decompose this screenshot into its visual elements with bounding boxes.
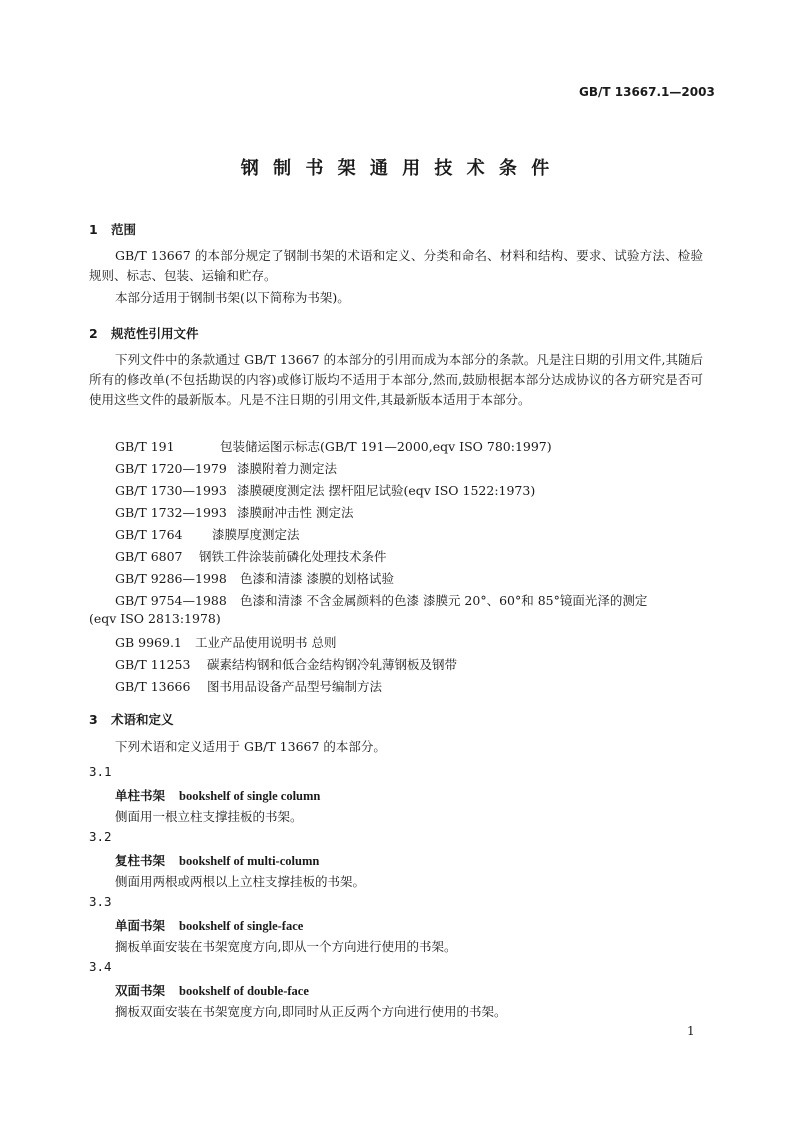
terms-intro-paragraph: 下列术语和定义适用于 GB/T 13667 的本部分。 bbox=[115, 739, 386, 754]
reference-code: GB/T 191 bbox=[115, 439, 175, 454]
reference-code: GB/T 11253 bbox=[115, 657, 191, 672]
term-heading bbox=[115, 851, 319, 869]
section-number: 2 bbox=[89, 326, 98, 341]
reference-code: GB/T 6807 bbox=[115, 549, 183, 564]
reference-title: 漆膜硬度测定法 摆杆阻尼试验(eqv ISO 1522:1973) bbox=[237, 483, 536, 498]
term-chinese: 复柱书架 bbox=[115, 853, 166, 868]
clause-number: 3.4 bbox=[89, 959, 112, 974]
reference-title: 图书用品设备产品型号编制方法 bbox=[207, 679, 383, 694]
section-heading-normative-references bbox=[89, 324, 199, 342]
scope-paragraph-2: 本部分适用于钢制书架(以下简称为书架)。 bbox=[115, 290, 350, 305]
reference-code: GB/T 1732—1993 bbox=[115, 505, 227, 520]
term-chinese: 双面书架 bbox=[115, 983, 166, 998]
section-number: 1 bbox=[89, 222, 98, 237]
reference-item bbox=[115, 633, 336, 651]
reference-item bbox=[115, 547, 387, 565]
section-title: 规范性引用文件 bbox=[111, 326, 199, 341]
term-heading bbox=[115, 786, 320, 804]
reference-title: 漆膜厚度测定法 bbox=[212, 527, 300, 542]
clause-number: 3.2 bbox=[89, 829, 112, 844]
term-definition: 搁板单面安装在书架宽度方向,即从一个方向进行使用的书架。 bbox=[115, 939, 457, 954]
term-definition: 侧面用一根立柱支撑挂板的书架。 bbox=[115, 809, 303, 824]
reference-title: 色漆和清漆 不含金属颜料的色漆 漆膜元 20°、60°和 85°镜面光泽的测定 bbox=[240, 593, 648, 608]
clause-number: 3.3 bbox=[89, 894, 112, 909]
reference-title: 漆膜附着力测定法 bbox=[237, 461, 338, 476]
reference-code: GB/T 1730—1993 bbox=[115, 483, 227, 498]
reference-code: GB/T 1764 bbox=[115, 527, 183, 542]
term-english: bookshelf of double-face bbox=[179, 984, 309, 998]
reference-item bbox=[115, 459, 337, 477]
reference-item bbox=[115, 503, 353, 521]
document-code: GB/T 13667.1—2003 bbox=[579, 85, 715, 99]
reference-item bbox=[115, 655, 457, 673]
reference-title: 钢铁工件涂装前磷化处理技术条件 bbox=[199, 549, 387, 564]
scope-paragraph-1: GB/T 13667 的本部分规定了钢制书架的术语和定义、分类和命名、材料和结构、要求、试验方法、检验规则、标志、包装、运输和贮存。 bbox=[89, 248, 703, 283]
reference-title: 色漆和清漆 漆膜的划格试验 bbox=[240, 571, 394, 586]
reference-item bbox=[115, 569, 394, 587]
references-intro-paragraph: 下列文件中的条款通过 GB/T 13667 的本部分的引用而成为本部分的条款。凡是注日期的引用文件,其随后所有的修改单(不包括勘误的内容)或修订版均不适用于本部分,然而,鼓励根据本部分达成协议的各方研究是否可使用这些文件的最新版本。凡是不注日期的引用文件,其最新版本适用于本部分。 bbox=[89, 352, 703, 407]
term-english: bookshelf of single column bbox=[179, 789, 321, 803]
term-english: bookshelf of multi-column bbox=[179, 854, 320, 868]
reference-title: 漆膜耐冲击性 测定法 bbox=[237, 505, 354, 520]
reference-item bbox=[115, 591, 647, 609]
term-definition: 侧面用两根或两根以上立柱支撑挂板的书架。 bbox=[115, 874, 366, 889]
clause-number: 3.1 bbox=[89, 764, 112, 779]
page-number: 1 bbox=[687, 1024, 695, 1038]
term-chinese: 单面书架 bbox=[115, 918, 166, 933]
reference-title: 碳素结构钢和低合金结构钢冷轧薄钢板及钢带 bbox=[207, 657, 458, 672]
reference-code: GB/T 1720—1979 bbox=[115, 461, 227, 476]
section-title: 范围 bbox=[111, 222, 137, 237]
term-definition: 搁板双面安装在书架宽度方向,即同时从正反两个方向进行使用的书架。 bbox=[115, 1004, 507, 1019]
reference-code: GB 9969.1 bbox=[115, 635, 182, 650]
reference-continuation: (eqv ISO 2813:1978) bbox=[89, 611, 221, 626]
reference-item bbox=[115, 677, 382, 695]
reference-item bbox=[115, 437, 552, 455]
term-english: bookshelf of single-face bbox=[179, 919, 304, 933]
section-heading-terms-definitions bbox=[89, 710, 174, 728]
term-heading bbox=[115, 916, 303, 934]
reference-item bbox=[115, 481, 535, 499]
reference-title: 工业产品使用说明书 总则 bbox=[195, 635, 337, 650]
term-heading bbox=[115, 981, 309, 999]
reference-code: GB/T 13666 bbox=[115, 679, 191, 694]
reference-code: GB/T 9286—1998 bbox=[115, 571, 227, 586]
term-chinese: 单柱书架 bbox=[115, 788, 166, 803]
section-number: 3 bbox=[89, 712, 98, 727]
document-title: 钢 制 书 架 通 用 技 术 条 件 bbox=[240, 158, 554, 179]
section-heading-scope bbox=[89, 220, 136, 238]
reference-code: GB/T 9754—1988 bbox=[115, 593, 227, 608]
section-title: 术语和定义 bbox=[111, 712, 174, 727]
reference-item bbox=[115, 525, 300, 543]
reference-title: 包装储运图示标志(GB/T 191—2000,eqv ISO 780:1997) bbox=[220, 439, 552, 454]
